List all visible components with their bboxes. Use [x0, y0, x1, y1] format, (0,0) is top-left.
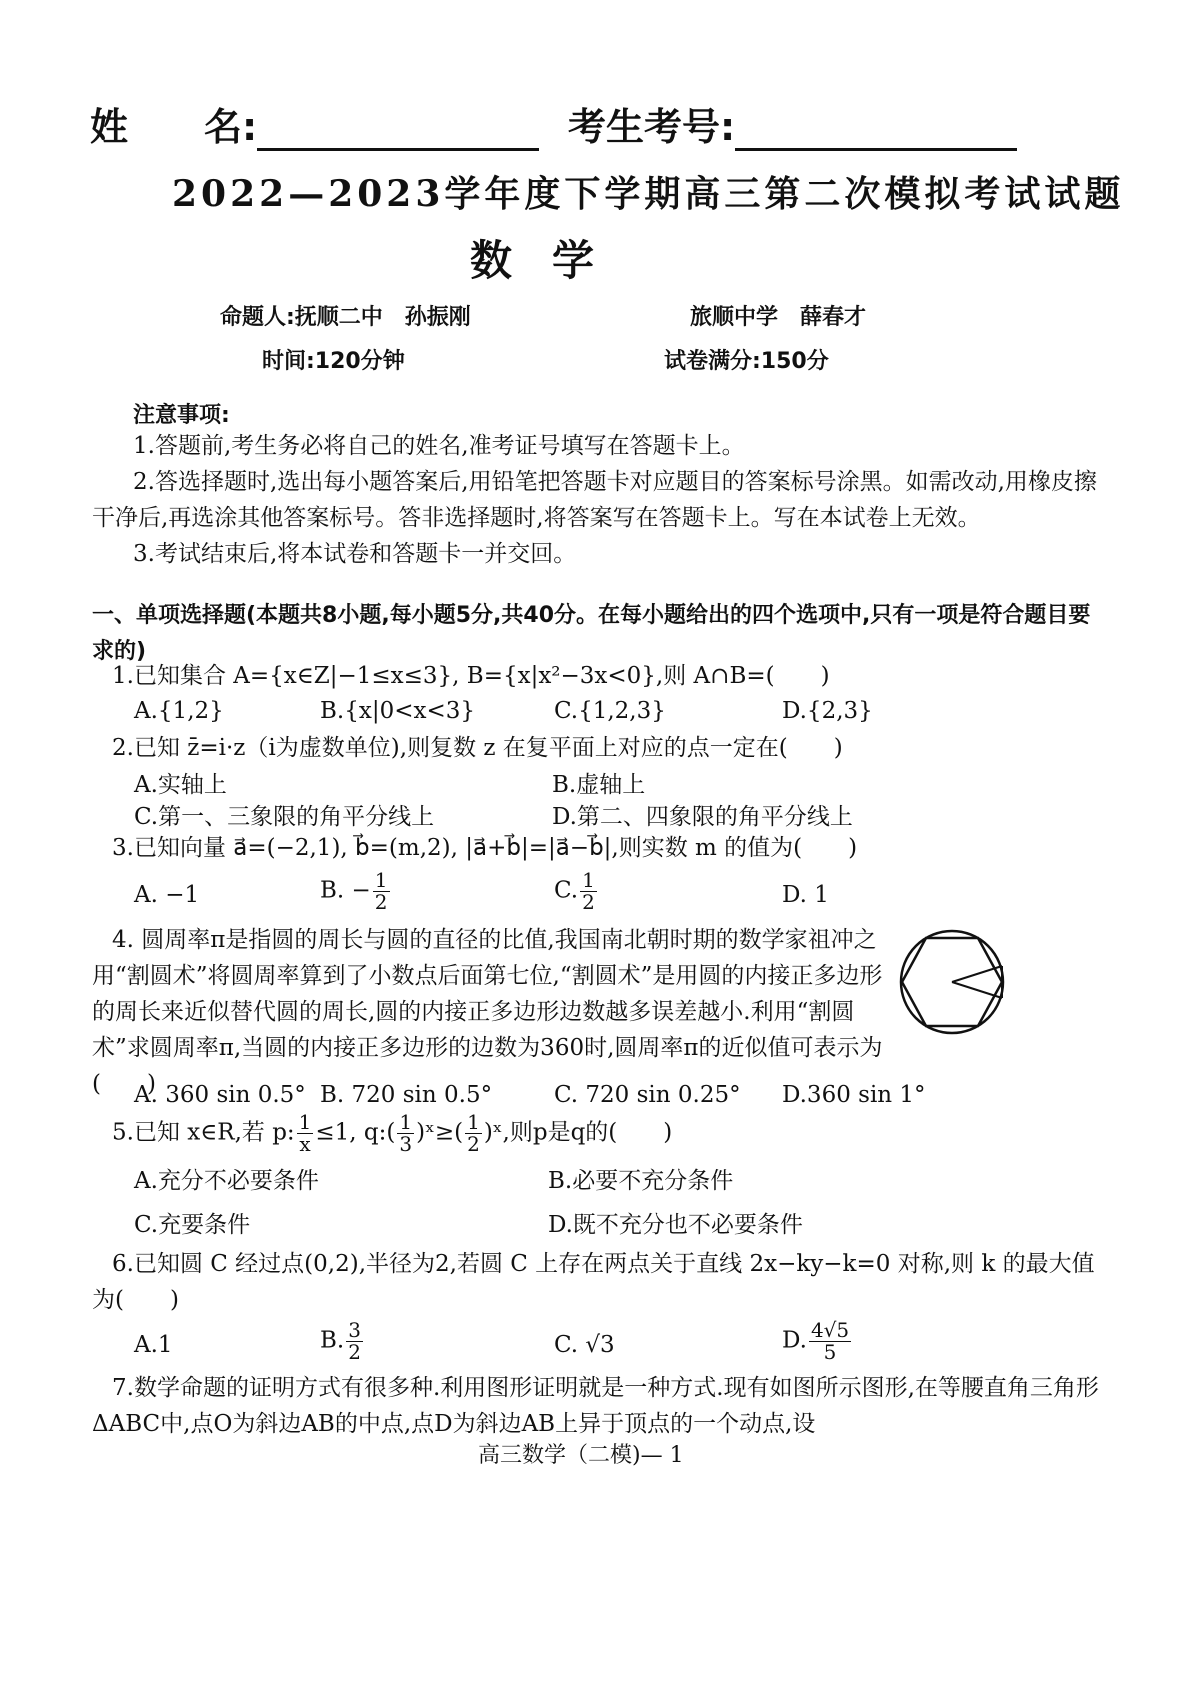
q2-option-a: A.实轴上: [134, 772, 227, 798]
q1-stem: 1.已知集合 A={x∈Z|−1≤x≤3}, B={x|x²−3x<0},则 A∩B=( ): [112, 663, 830, 689]
q6-option-d-frac: [809, 1320, 851, 1363]
q5-frac-p-den: x: [299, 1132, 311, 1156]
q3-frac-b-den: 2: [374, 890, 388, 914]
q7-stem: 7.数学命题的证明方式有很多种.利用图形证明就是一种方式.现有如图所示图形,在等腰直角三角形ΔABC中,点O为斜边AB的中点,点D为斜边AB上异于顶点的一个动点,设: [92, 1375, 1099, 1437]
polygon-in-circle-figure: [896, 926, 1008, 1038]
q5-stem-b: ≤1, q:(: [315, 1119, 396, 1146]
exam-no-label: 考生考号:: [568, 105, 736, 149]
q6-frac-d-den: 5: [823, 1340, 837, 1364]
q2-option-c: C.第一、三象限的角平分线上: [134, 804, 435, 830]
q6-stem: 6.已知圆 C 经过点(0,2),半径为2,若圆 C 上存在两点关于直线 2x−ky−k=0 对称,则 k 的最大值为( ): [92, 1251, 1095, 1313]
notice-item-2: 2.答选择题时,选出每小题答案后,用铅笔把答题卡对应题目的答案标号涂黑。如需改动,用橡皮擦干净后,再选涂其他答案标号。答非选择题时,将答案写在答题卡上。写在本试卷上无效。: [92, 469, 1097, 531]
q6-option-b-label: B.: [320, 1327, 345, 1354]
q4-option-d: D.360 sin 1°: [782, 1082, 926, 1108]
exam-time: 时间:120分钟: [262, 349, 405, 374]
q5-frac-q2-num: 1: [467, 1110, 480, 1134]
page-footer: 高三数学（二模)— 1: [478, 1443, 684, 1468]
subject-title: 数学: [470, 236, 635, 285]
name-blank[interactable]: [257, 114, 539, 151]
q2-option-d: D.第二、四象限的角平分线上: [552, 804, 853, 830]
q5-frac-p-num: 1: [298, 1110, 312, 1134]
notice-heading: 注意事项:: [133, 403, 230, 428]
q2-stem: 2.已知 z̄=i·z（i为虚数单位),则复数 z 在复平面上对应的点一定在( ): [112, 735, 843, 761]
q3-option-b-label: B. −: [320, 877, 371, 904]
exam-no-field: [568, 96, 1017, 151]
q5-option-a: A.充分不必要条件: [134, 1168, 319, 1194]
q3-frac-c-den: 2: [582, 890, 595, 914]
q5-stem-d: )ˣ,则p是q的( ): [483, 1119, 673, 1146]
q1-option-a: A.{1,2}: [134, 698, 224, 724]
q1-option-d: D.{2,3}: [782, 698, 873, 724]
q4-option-b: B. 720 sin 0.5°: [320, 1082, 493, 1108]
notice-item-3: 3.考试结束后,将本试卷和答题卡一并交回。: [133, 541, 577, 567]
q4-option-a: A. 360 sin 0.5°: [134, 1082, 306, 1108]
name-field: [90, 96, 539, 151]
q5-stem-a: 5.已知 x∈R,若 p:: [112, 1119, 295, 1146]
q5-frac-q1: [397, 1112, 414, 1155]
q3-option-c: [554, 870, 599, 913]
q4-option-c: C. 720 sin 0.25°: [554, 1082, 741, 1108]
q3-option-d: D. 1: [782, 882, 829, 908]
author2-info: 旅顺中学 薛春才: [690, 305, 867, 330]
exam-no-blank[interactable]: [735, 114, 1017, 151]
q6-option-d-label: D.: [782, 1327, 807, 1354]
author-info: 命题人:抚顺二中 孙振刚: [220, 305, 471, 330]
q5-stem: [112, 1112, 672, 1155]
q6-frac-b-num: 3: [348, 1318, 361, 1342]
q1-option-b: B.{x|0<x<3}: [320, 698, 475, 724]
q5-frac-q1-num: 1: [399, 1110, 413, 1134]
q3-stem: 3.已知向量 a⃗=(−2,1), b⃗=(m,2), |a⃗+b⃗|=|a⃗−b⃗|,则实数 m 的值为( ): [112, 835, 858, 861]
q6-option-b-frac: [346, 1320, 363, 1363]
q3-option-b: [320, 870, 392, 913]
q4-stem: 4. 圆周率π是指圆的周长与圆的直径的比值,我国南北朝时期的数学家祖冲之用“割圆术”将圆周率算到了小数点后面第七位,“割圆术”是用圆的内接正多边形的周长来近似替代圆的周长,圆的内接正多边形边数越多误差越小.利用“割圆术”求圆周率π,当圆的内接正多边形的边数为360时,圆周率π的近似值可表示为( ): [92, 927, 883, 1097]
q5-frac-q1-den: 3: [399, 1132, 413, 1156]
section1-heading: 一、单项选择题(本题共8小题,每小题5分,共40分。在每小题给出的四个选项中,只有一项是符合题目要求的): [92, 603, 1091, 664]
q3-option-c-label: C.: [554, 877, 579, 904]
q5-frac-p: [297, 1112, 314, 1155]
q6-option-d: [782, 1320, 853, 1363]
q5-frac-q2: [465, 1112, 482, 1155]
q6-frac-b-den: 2: [348, 1340, 361, 1364]
q3-option-c-frac: [580, 870, 597, 913]
q5-option-c: C.充要条件: [134, 1212, 251, 1238]
exam-score: 试卷满分:150分: [664, 349, 829, 374]
q5-option-b: B.必要不充分条件: [548, 1168, 734, 1194]
q5-stem-c: )ˣ≥(: [416, 1119, 464, 1146]
name-label: 姓 名:: [90, 105, 258, 149]
q5-frac-q2-den: 2: [467, 1132, 480, 1156]
q3-option-b-frac: [373, 870, 390, 913]
exam-title: 2022—2023学年度下学期高三第二次模拟考试试题: [172, 173, 1125, 215]
q3-option-a: A. −1: [134, 882, 200, 908]
q3-frac-c-num: 1: [582, 868, 595, 892]
q6-option-c: C. √3: [554, 1332, 615, 1358]
q5-option-d: D.既不充分也不必要条件: [548, 1212, 803, 1238]
q6-option-a: A.1: [134, 1332, 173, 1358]
q6-frac-d-num: 4√5: [810, 1318, 850, 1342]
q2-option-b: B.虚轴上: [552, 772, 646, 798]
q1-option-c: C.{1,2,3}: [554, 698, 666, 724]
notice-item-1: 1.答题前,考生务必将自己的姓名,准考证号填写在答题卡上。: [133, 433, 745, 459]
q3-frac-b-num: 1: [374, 868, 388, 892]
q6-option-b: [320, 1320, 365, 1363]
